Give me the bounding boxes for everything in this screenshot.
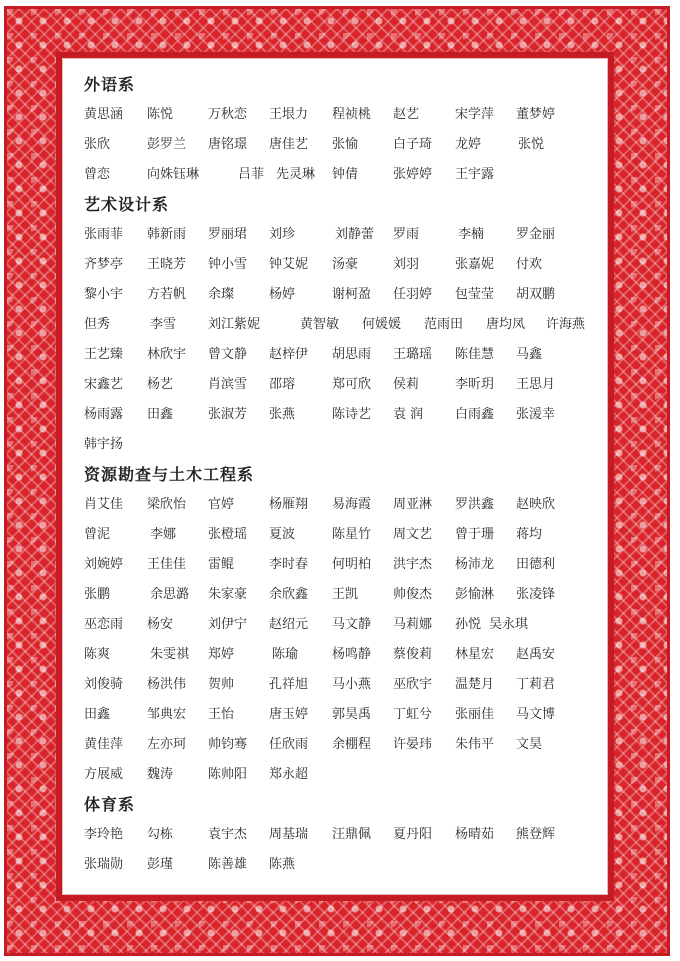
- person-name: 张丽佳: [455, 707, 495, 722]
- person-name: 包莹莹: [455, 287, 495, 302]
- person-name: 唐玉婷: [269, 707, 309, 722]
- person-name: 黄智敏: [300, 317, 340, 332]
- person-name: 张橙瑶: [208, 527, 248, 542]
- section-title: 艺术设计系: [84, 195, 170, 214]
- person-name: 任羽婷: [393, 287, 433, 302]
- person-name: 陈帅阳: [208, 767, 248, 782]
- person-name: 邹典宏: [147, 707, 187, 722]
- person-name: 龙婷: [455, 137, 482, 152]
- person-name: 王思月: [516, 377, 556, 392]
- person-name: 郑婷: [208, 647, 235, 662]
- person-name: 唐均凤: [486, 317, 526, 332]
- person-name: 田德利: [516, 557, 556, 572]
- person-name: 勾栋: [147, 827, 174, 842]
- person-name: 陈佳慧: [455, 347, 495, 362]
- person-name: 宋鑫艺: [84, 377, 124, 392]
- person-name: 余思潞: [150, 587, 190, 602]
- person-name: 许海燕: [546, 317, 586, 332]
- person-name: 郑永超: [269, 767, 309, 782]
- person-name: 周文艺: [393, 527, 433, 542]
- person-name: 陈星竹: [332, 527, 372, 542]
- person-name: 曾于珊: [455, 527, 495, 542]
- person-name: 陈燕: [269, 857, 296, 872]
- person-name: 何明柏: [332, 557, 372, 572]
- person-name: 袁宇杰: [208, 827, 248, 842]
- person-name: 杨艺: [147, 377, 174, 392]
- person-name: 彭罗兰: [147, 137, 187, 152]
- person-name: 刘珍: [269, 227, 296, 242]
- person-name: 王艺臻: [84, 347, 124, 362]
- person-name: 梁欣怡: [147, 497, 187, 512]
- person-name: 但秀: [84, 317, 111, 332]
- person-name: 张淑芳: [208, 407, 248, 422]
- person-name: 李昕玥: [455, 377, 495, 392]
- person-name: 侯莉: [393, 377, 420, 392]
- person-name: 杨洪伟: [147, 677, 187, 692]
- person-name: 张悦: [518, 137, 545, 152]
- person-name: 陈善雄: [208, 857, 248, 872]
- person-name: 陈瑜: [272, 647, 299, 662]
- person-name: 田鑫: [84, 707, 111, 722]
- person-name: 汤豪: [332, 257, 359, 272]
- person-name: 彭愉淋: [455, 587, 495, 602]
- person-name: 曾恋: [84, 167, 111, 182]
- person-name: 朱伟平: [455, 737, 495, 752]
- person-name: 张凌锋: [516, 587, 556, 602]
- person-name: 罗金丽: [516, 227, 556, 242]
- person-name: 杨安: [147, 617, 174, 632]
- person-name: 余璨: [208, 287, 235, 302]
- person-name: 杨沛龙: [455, 557, 495, 572]
- person-name: 夏丹阳: [393, 827, 433, 842]
- person-name: 张鹏: [84, 587, 111, 602]
- person-name: 夏波: [269, 527, 296, 542]
- person-name: 帅俊杰: [393, 587, 433, 602]
- person-name: 张愉: [332, 137, 359, 152]
- person-name: 郭昊禹: [332, 707, 372, 722]
- person-name: 罗丽珺: [208, 227, 248, 242]
- section-title: 体育系: [84, 795, 136, 814]
- person-name: 吕菲: [238, 167, 265, 182]
- person-name: 张瑞勋: [84, 857, 124, 872]
- person-name: 张嘉妮: [455, 257, 495, 272]
- person-name: 陈诗艺: [332, 407, 372, 422]
- person-name: 方展威: [84, 767, 124, 782]
- person-name: 张燕: [269, 407, 296, 422]
- person-name: 李雪: [150, 317, 177, 332]
- person-name: 黎小宇: [84, 287, 124, 302]
- person-name: 任欣雨: [269, 737, 309, 752]
- person-name: 张湲幸: [516, 407, 556, 422]
- person-name: 许晏玮: [393, 737, 433, 752]
- person-name: 张欣: [84, 137, 111, 152]
- person-name: 曾文静: [208, 347, 248, 362]
- person-name: 肖艾佳: [84, 497, 124, 512]
- person-name: 温楚月: [455, 677, 495, 692]
- person-name: 黄佳萍: [84, 737, 124, 752]
- person-name: 余欣鑫: [269, 587, 309, 602]
- person-name: 马文博: [516, 707, 556, 722]
- person-name: 何媛媛: [362, 317, 402, 332]
- person-name: 彭瑾: [147, 857, 174, 872]
- person-name: 周基瑞: [269, 827, 309, 842]
- person-name: 吴永琪: [489, 617, 529, 632]
- person-name: 朱家豪: [208, 587, 248, 602]
- person-name: 肖滨雪: [208, 377, 248, 392]
- person-name: 丁莉君: [516, 677, 556, 692]
- person-name: 李楠: [458, 227, 485, 242]
- person-name: 唐铭璟: [208, 137, 248, 152]
- person-name: 向姝钰琳: [147, 167, 200, 182]
- person-name: 陈悦: [147, 107, 174, 122]
- person-name: 雷鲲: [208, 557, 235, 572]
- person-name: 林欣宇: [147, 347, 187, 362]
- person-name: 方若帆: [147, 287, 187, 302]
- person-name: 马小燕: [332, 677, 372, 692]
- person-name: 李娜: [150, 527, 177, 542]
- person-name: 王璐瑶: [393, 347, 433, 362]
- person-name: 蒋均: [516, 527, 543, 542]
- person-name: 林星宏: [455, 647, 495, 662]
- person-name: 张雨菲: [84, 227, 124, 242]
- person-name: 杨雨露: [84, 407, 124, 422]
- person-name: 刘江紫妮: [208, 317, 261, 332]
- person-name: 王垠力: [269, 107, 309, 122]
- person-name: 马莉娜: [393, 617, 433, 632]
- section-title: 外语系: [84, 75, 136, 94]
- person-name: 刘俊骑: [84, 677, 124, 692]
- person-name: 洪宇杰: [393, 557, 433, 572]
- person-name: 余棚程: [332, 737, 372, 752]
- person-name: 赵禹安: [516, 647, 556, 662]
- person-name: 熊登辉: [516, 827, 556, 842]
- person-name: 胡思雨: [332, 347, 372, 362]
- person-name: 马文静: [332, 617, 372, 632]
- person-name: 李时春: [269, 557, 309, 572]
- person-name: 赵映欣: [516, 497, 556, 512]
- person-name: 帅钧骞: [208, 737, 248, 752]
- person-name: 郑可欣: [332, 377, 372, 392]
- person-name: 罗雨: [393, 227, 420, 242]
- person-name: 先灵琳: [276, 167, 316, 182]
- person-name: 孔祥旭: [269, 677, 309, 692]
- person-name: 付欢: [516, 257, 543, 272]
- person-name: 朱雯祺: [150, 647, 190, 662]
- section-title: 资源勘查与土木工程系: [84, 465, 255, 484]
- person-name: 曾泥: [84, 527, 111, 542]
- person-name: 田鑫: [147, 407, 174, 422]
- person-name: 王晓芳: [147, 257, 187, 272]
- person-name: 袁 润: [393, 407, 424, 422]
- person-name: 丁虹兮: [393, 707, 433, 722]
- person-name: 谢柯盈: [332, 287, 372, 302]
- person-name: 唐佳艺: [269, 137, 309, 152]
- person-name: 赵梓伊: [269, 347, 309, 362]
- person-name: 贺帅: [208, 677, 235, 692]
- person-name: 巫恋雨: [84, 617, 124, 632]
- person-name: 赵艺: [393, 107, 420, 122]
- person-name: 杨晴茹: [455, 827, 495, 842]
- person-name: 万秋恋: [208, 107, 248, 122]
- person-name: 巫欣宇: [393, 677, 433, 692]
- person-name: 宋学萍: [455, 107, 495, 122]
- person-name: 刘羽: [393, 257, 420, 272]
- person-name: 罗洪鑫: [455, 497, 495, 512]
- person-name: 张婷婷: [393, 167, 433, 182]
- person-name: 王凯: [332, 587, 359, 602]
- person-name: 赵绍元: [269, 617, 309, 632]
- person-name: 钟倩: [332, 167, 359, 182]
- person-name: 邵瑢: [269, 377, 296, 392]
- person-name: 钟小雪: [208, 257, 248, 272]
- person-name: 齐梦亭: [84, 257, 124, 272]
- person-name: 王怡: [208, 707, 235, 722]
- person-name: 杨婷: [269, 287, 296, 302]
- person-name: 董梦婷: [516, 107, 556, 122]
- person-name: 汪鼎佩: [332, 827, 372, 842]
- person-name: 杨鸣静: [332, 647, 372, 662]
- person-name: 官婷: [208, 497, 235, 512]
- person-name: 王佳佳: [147, 557, 187, 572]
- person-name: 刘婉婷: [84, 557, 124, 572]
- person-name: 黄思涵: [84, 107, 124, 122]
- person-name: 钟艾妮: [269, 257, 309, 272]
- person-name: 杨雁翔: [269, 497, 309, 512]
- person-name: 魏涛: [147, 767, 174, 782]
- person-name: 王宇露: [455, 167, 495, 182]
- person-name: 刘静蕾: [335, 227, 375, 242]
- person-name: 易海霞: [332, 497, 372, 512]
- person-name: 白雨鑫: [455, 407, 495, 422]
- person-name: 李玲艳: [84, 827, 124, 842]
- person-name: 韩宇扬: [84, 437, 124, 452]
- person-name: 程祯桃: [332, 107, 372, 122]
- person-name: 马鑫: [516, 347, 543, 362]
- person-name: 范雨田: [424, 317, 464, 332]
- person-name: 文昊: [516, 737, 543, 752]
- person-name: 周亚淋: [393, 497, 433, 512]
- person-name: 白子琦: [393, 137, 433, 152]
- person-name: 陈爽: [84, 647, 111, 662]
- person-name: 蔡俊莉: [393, 647, 433, 662]
- person-name: 刘伊宁: [208, 617, 248, 632]
- person-name: 孙悦: [455, 617, 482, 632]
- person-name: 韩新雨: [147, 227, 187, 242]
- person-name: 左亦珂: [147, 737, 187, 752]
- person-name: 胡双鹏: [516, 287, 556, 302]
